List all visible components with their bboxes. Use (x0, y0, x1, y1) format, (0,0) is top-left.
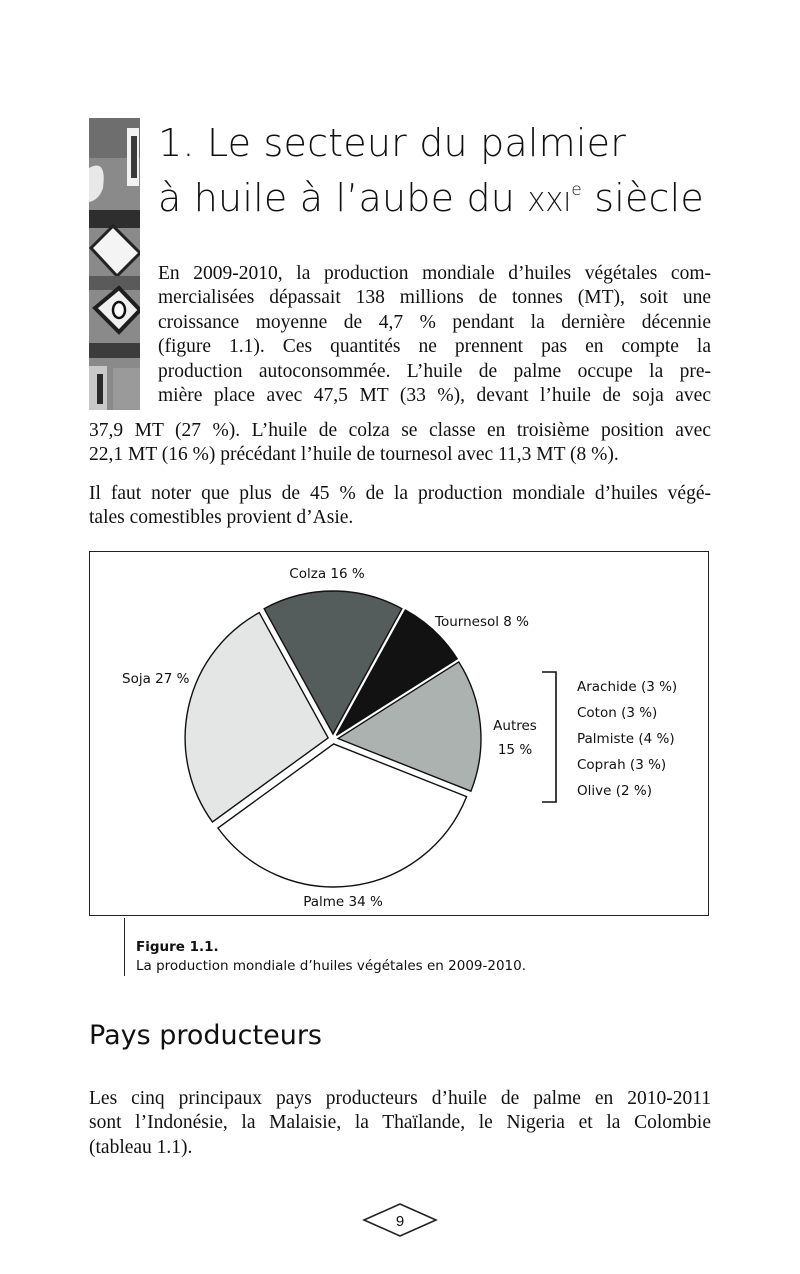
paragraph-line: tales comestibles provient d’Asie. (89, 507, 354, 529)
others-bracket (542, 672, 556, 802)
figure-caption-text: La production mondiale d’huiles végétales en 2009-2010. (136, 958, 527, 974)
pie-chart-figure (89, 551, 709, 916)
others-breakdown-item: Coton (3 %) (577, 705, 658, 721)
chapter-title-line-2 (158, 171, 758, 231)
producers-paragraph (89, 1087, 711, 1160)
paragraph-line: En 2009-2010, la production mondiale d’huiles végétales com- (158, 263, 711, 284)
intro-paragraph-full-width (89, 419, 711, 468)
section-title: Pays producteurs (89, 1020, 322, 1051)
others-breakdown-item: Olive (2 %) (577, 783, 652, 799)
chapter-title-text-1: Le secteur du palmier (206, 121, 627, 165)
slice-label-tournesol: Tournesol 8 % (435, 614, 529, 630)
century-numeral: XXI (527, 188, 572, 218)
slice-value-autres: 15 % (497, 742, 533, 758)
paragraph-line: (tableau 1.1). (89, 1136, 193, 1158)
paragraph-line: (figure 1.1). Ces quantités ne prennent pas en compte la (158, 336, 711, 358)
paragraph-line: 37,9 MT (27 %). L’huile de colza se classe en troisième position avec (89, 420, 711, 441)
paragraph-line: 22,1 MT (16 %) précédant l’huile de tournesol avec 11,3 MT (8 %). (89, 444, 619, 466)
slice-label-palme: Palme 34 % (303, 894, 383, 910)
slice-label-soja: Soja 27 % (122, 671, 190, 687)
paragraph-line: Les cinq principaux pays producteurs d’huile de palme en 2010-2011 (89, 1088, 711, 1109)
chapter-title (158, 116, 758, 231)
paragraph-line: Il faut noter que plus de 45 % de la production mondiale d’huiles végé- (89, 483, 711, 504)
chapter-title-text-3: siècle (594, 176, 704, 220)
page-number-badge (360, 1200, 440, 1240)
asia-paragraph (89, 482, 711, 531)
others-breakdown-item: Palmiste (4 %) (577, 731, 675, 747)
intro-paragraph-indented (158, 262, 711, 408)
slice-label-colza: Colza 16 % (289, 566, 365, 582)
chapter-title-line-1 (158, 116, 758, 171)
others-breakdown-item: Arachide (3 %) (577, 679, 678, 695)
others-breakdown-item: Coprah (3 %) (577, 757, 667, 773)
chapter-number: 1. (158, 121, 195, 165)
figure-caption (124, 918, 624, 976)
paragraph-line: mière place avec 47,5 MT (33 %), devant l’huile de soja avec (158, 385, 711, 407)
figure-caption-label: Figure 1.1. (136, 939, 219, 955)
slice-label-autres: Autres (493, 718, 537, 734)
decorative-pattern-image (89, 118, 140, 410)
chapter-title-text-2: à huile à l’aube du (158, 176, 516, 220)
century-superscript: e (571, 180, 582, 200)
pie-chart (90, 552, 710, 917)
paragraph-line: sont l’Indonésie, la Malaisie, la Thaïlande, le Nigeria et la Colombie (89, 1112, 711, 1134)
paragraph-line: croissance moyenne de 4,7 % pendant la dernière décennie (158, 311, 711, 333)
paragraph-line: mercialisées dépassait 138 millions de tonnes (MT), soit une (158, 287, 711, 309)
paragraph-line: production autoconsommée. L’huile de palme occupe la pre- (158, 360, 711, 382)
page-number: 9 (395, 1213, 405, 1230)
